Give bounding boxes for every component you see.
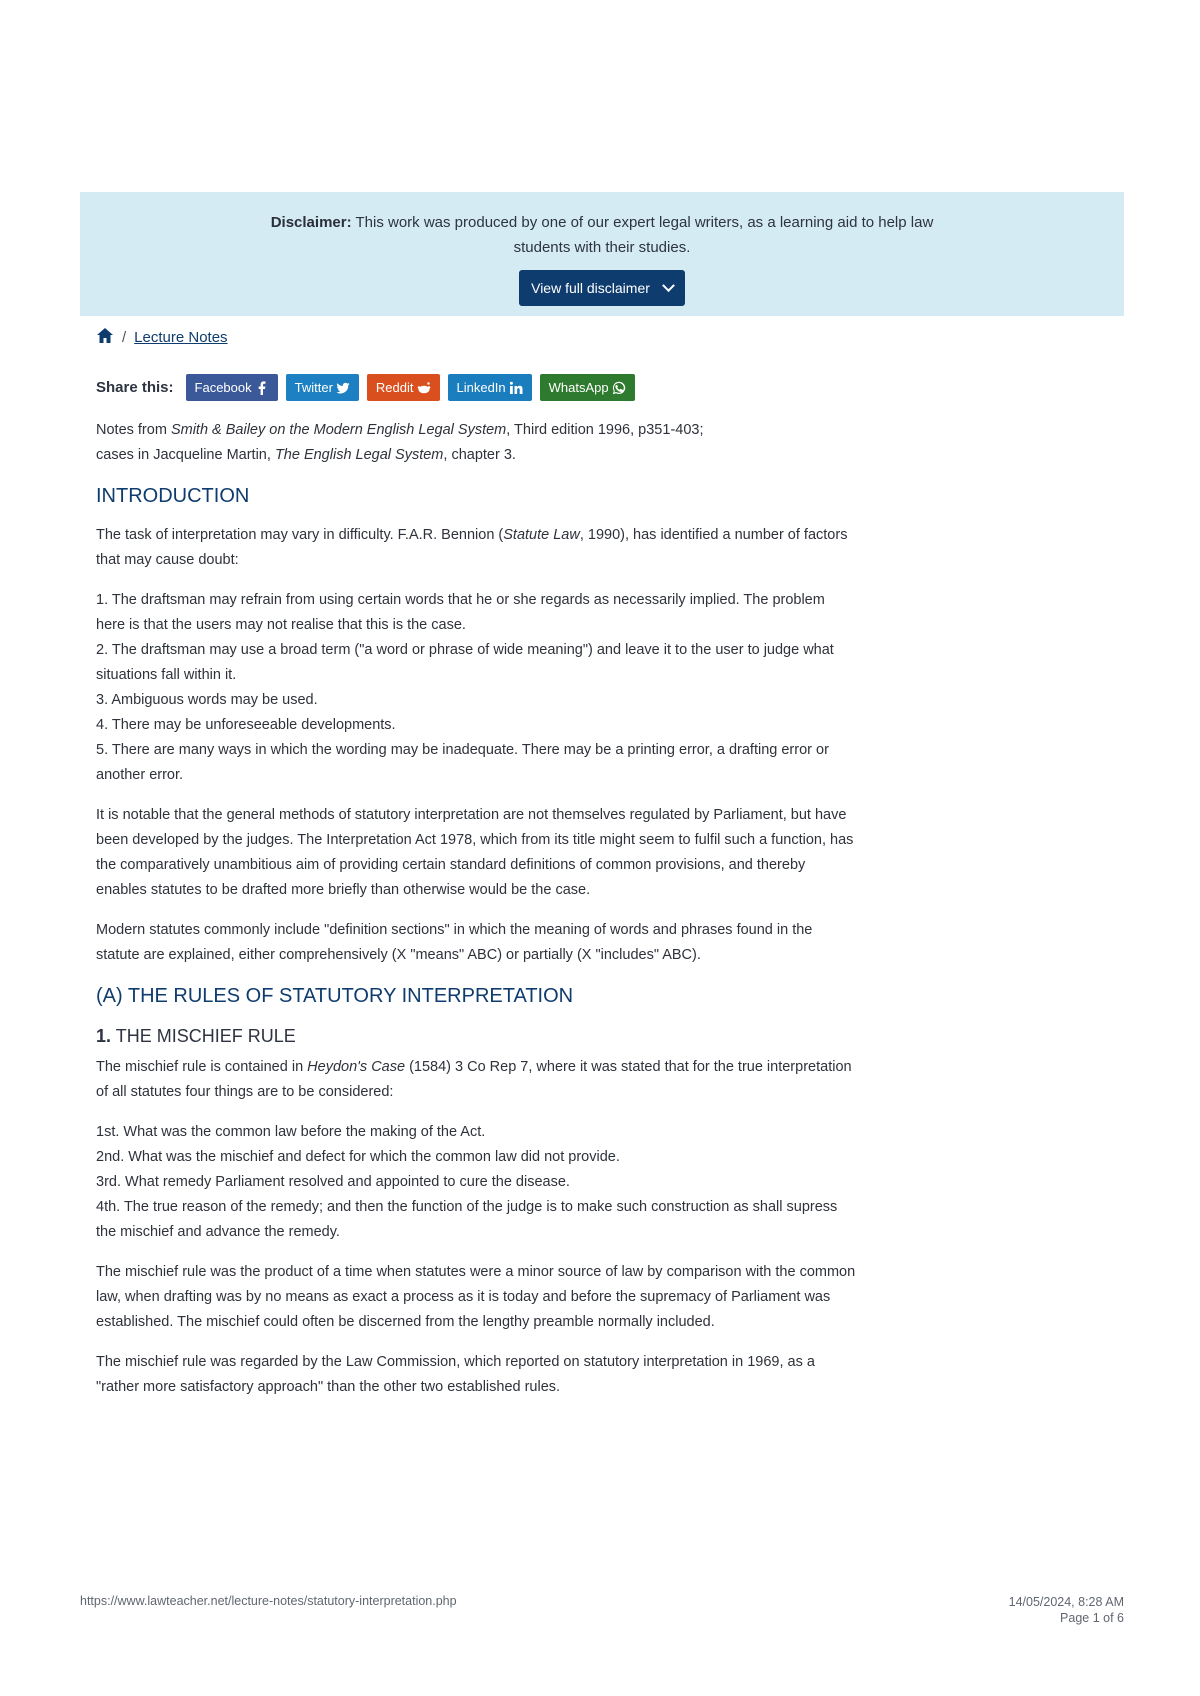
linkedin-icon [509,381,523,395]
footer-url: https://www.lawteacher.net/lecture-notes/statutory-interpretation.php [80,1594,457,1608]
footer-info [1009,1594,1124,1626]
task-text-end: , 1990), has identified a number of factors that may cause doubt: [96,527,848,568]
view-disclaimer-label: View full disclaimer [531,280,650,296]
heading-rules: (A) THE RULES OF STATUTORY INTERPRETATION [96,985,574,1007]
list-item: 1st. What was the common law before the making of the Act. [96,1124,486,1140]
view-disclaimer-button[interactable] [519,270,685,306]
footer-page-number: Page 1 of 6 [1060,1611,1124,1625]
list-item: 4. There may be unforeseeable developments. [96,717,396,733]
task-paragraph [96,523,856,573]
whatsapp-icon [612,381,626,395]
heading-mischief-rule [96,1023,856,1049]
share-twitter-label: Twitter [294,380,333,395]
product-paragraph: The mischief rule was the product of a time when statutes were a minor source of law by comparison with the common law, when drafting was by no means as exact a process as it is today and before the supremacy of Parliament was established. The mischief could often be discerned from the lengthy preamble normally included. [96,1264,856,1330]
intro-text: Notes from [96,422,167,438]
mischief-case-name: Heydon's Case [307,1059,406,1075]
mischief-paragraph [96,1055,856,1105]
notable-paragraph: It is notable that the general methods of statutory interpretation are not themselves regulated by Parliament, but have been developed by the judges. The Interpretation Act 1978, which from its title might seem to fulfil such a function, has the comparatively unambitious aim of providing certain standard definitions of common provisions, and thereby enables statutes to be drafted more briefly than otherwise would be the case. [96,807,854,898]
disclaimer-banner [80,192,1124,316]
heading-number: 1. [96,1026,112,1046]
list-item: 2nd. What was the mischief and defect for which the common law did not provide. [96,1149,620,1165]
mischief-text: The mischief rule is contained in [96,1059,304,1075]
task-book-title: Statute Law [503,527,580,543]
breadcrumb-link-lecture-notes[interactable]: Lecture Notes [134,329,228,346]
share-linkedin-button[interactable] [448,374,532,401]
breadcrumb [96,327,228,348]
facebook-icon [255,381,269,395]
list-item: 2. The draftsman may use a broad term ("a word or phrase of wide meaning") and leave it to the user to judge what situations fall within it. [96,642,834,683]
disclaimer-text [252,210,952,260]
task-text: The task of interpretation may vary in difficulty. F.A.R. Bennion ( [96,527,504,543]
considerations-list [96,1120,856,1245]
share-label: Share this: [96,379,174,396]
home-icon[interactable] [96,327,114,348]
regarded-paragraph: The mischief rule was regarded by the Law Commission, which reported on statutory interpretation in 1969, as a "rather more satisfactory approach" than the other two established rules. [96,1354,815,1395]
share-facebook-label: Facebook [194,380,252,395]
share-reddit-label: Reddit [375,380,414,395]
heading-mischief-text: THE MISCHIEF RULE [115,1026,296,1046]
list-item: 4th. The true reason of the remedy; and then the function of the judge is to make such construction as shall supress the mischief and advance the remedy. [96,1199,838,1240]
share-whatsapp-label: WhatsApp [548,380,609,395]
intro-cases-book-title: The English Legal System [274,447,444,463]
mischief-text-end: (1584) 3 Co Rep 7, where it was stated that for the true interpretation of all statutes four things are to be considered: [96,1059,852,1100]
footer-datetime: 14/05/2024, 8:28 AM [1008,1595,1124,1609]
chevron-down-icon [662,279,675,292]
modern-paragraph: Modern statutes commonly include "definition sections" in which the meaning of words and phrases found in the statute are explained, either comprehensively (X "means" ABC) or partially (X "includes" ABC). [96,922,813,963]
list-item: 3. Ambiguous words may be used. [96,692,318,708]
intro-cases-chapter: , chapter 3. [443,447,516,463]
heading-introduction: INTRODUCTION [96,485,250,507]
list-item: 3rd. What remedy Parliament resolved and appointed to cure the disease. [96,1174,570,1190]
intro-paragraph: Notes from Smith & Bailey on the Modern English Legal System, Third edition 1996, p351-403; cases in Jacqueline Martin, The English Legal System, chapter 3. [96,422,704,463]
twitter-icon [336,381,350,395]
list-item: 1. The draftsman may refrain from using certain words that he or she regards as necessarily implied. The problem here is that the users may not realise that this is the case. [96,592,825,633]
share-bar [96,374,635,401]
share-whatsapp-button[interactable] [540,374,635,401]
article-content [96,418,856,1415]
share-twitter-button[interactable] [286,374,359,401]
intro-book-title: Smith & Bailey on the Modern English Legal System [170,422,507,438]
factors-list [96,588,856,788]
intro-text-edition: Third edition 1996, p351-403; [514,422,704,438]
disclaimer-label: Disclaimer: [270,214,352,231]
disclaimer-body: This work was produced by one of our expert legal writers, as a learning aid to help law students with their studies. [355,214,934,256]
intro-cases-text: cases in Jacqueline Martin, [96,447,271,463]
share-reddit-button[interactable] [367,374,440,401]
list-item: 5. There are many ways in which the wording may be inadequate. There may be a printing error, a drafting error or another error. [96,742,829,783]
reddit-icon [417,381,431,395]
share-linkedin-label: LinkedIn [456,380,506,395]
breadcrumb-separator: / [122,329,127,346]
share-facebook-button[interactable] [186,374,278,401]
